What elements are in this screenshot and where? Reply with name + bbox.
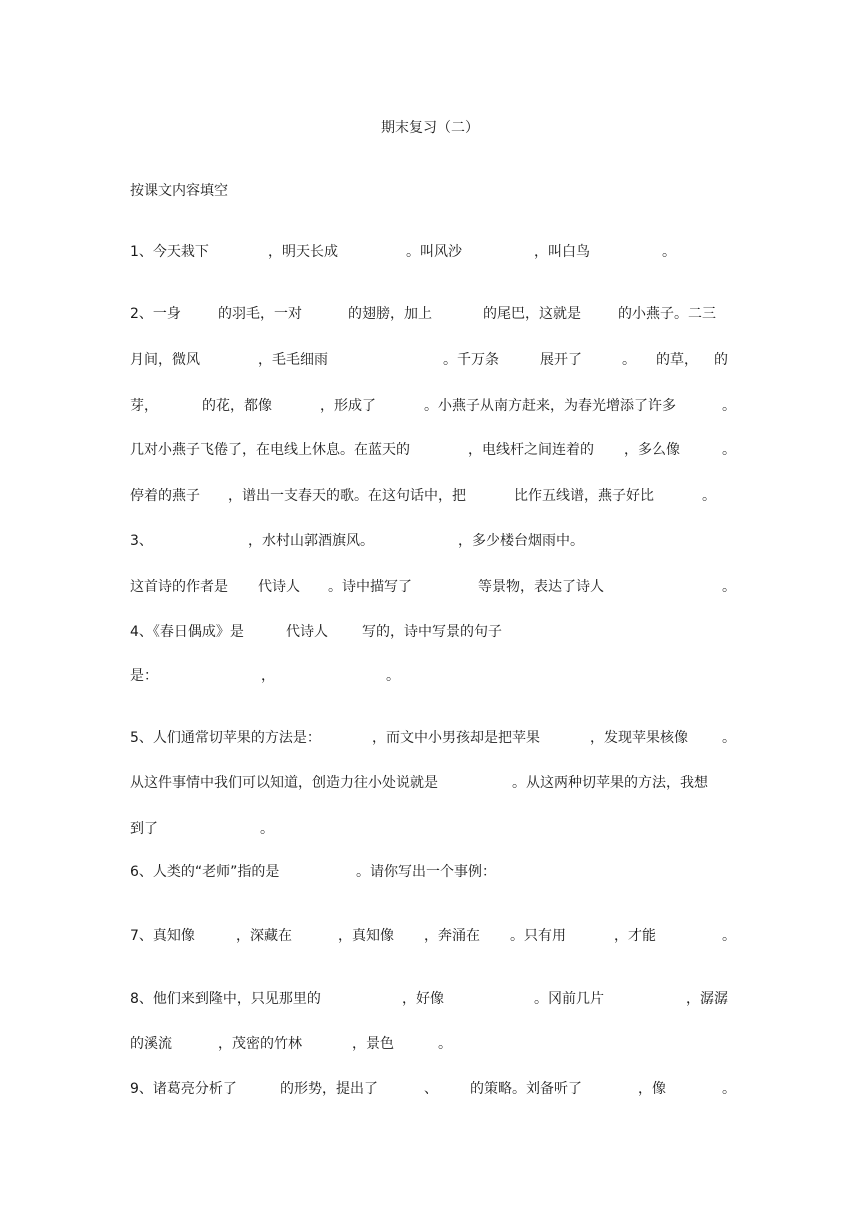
page-title: 期末复习（二） xyxy=(381,120,479,136)
